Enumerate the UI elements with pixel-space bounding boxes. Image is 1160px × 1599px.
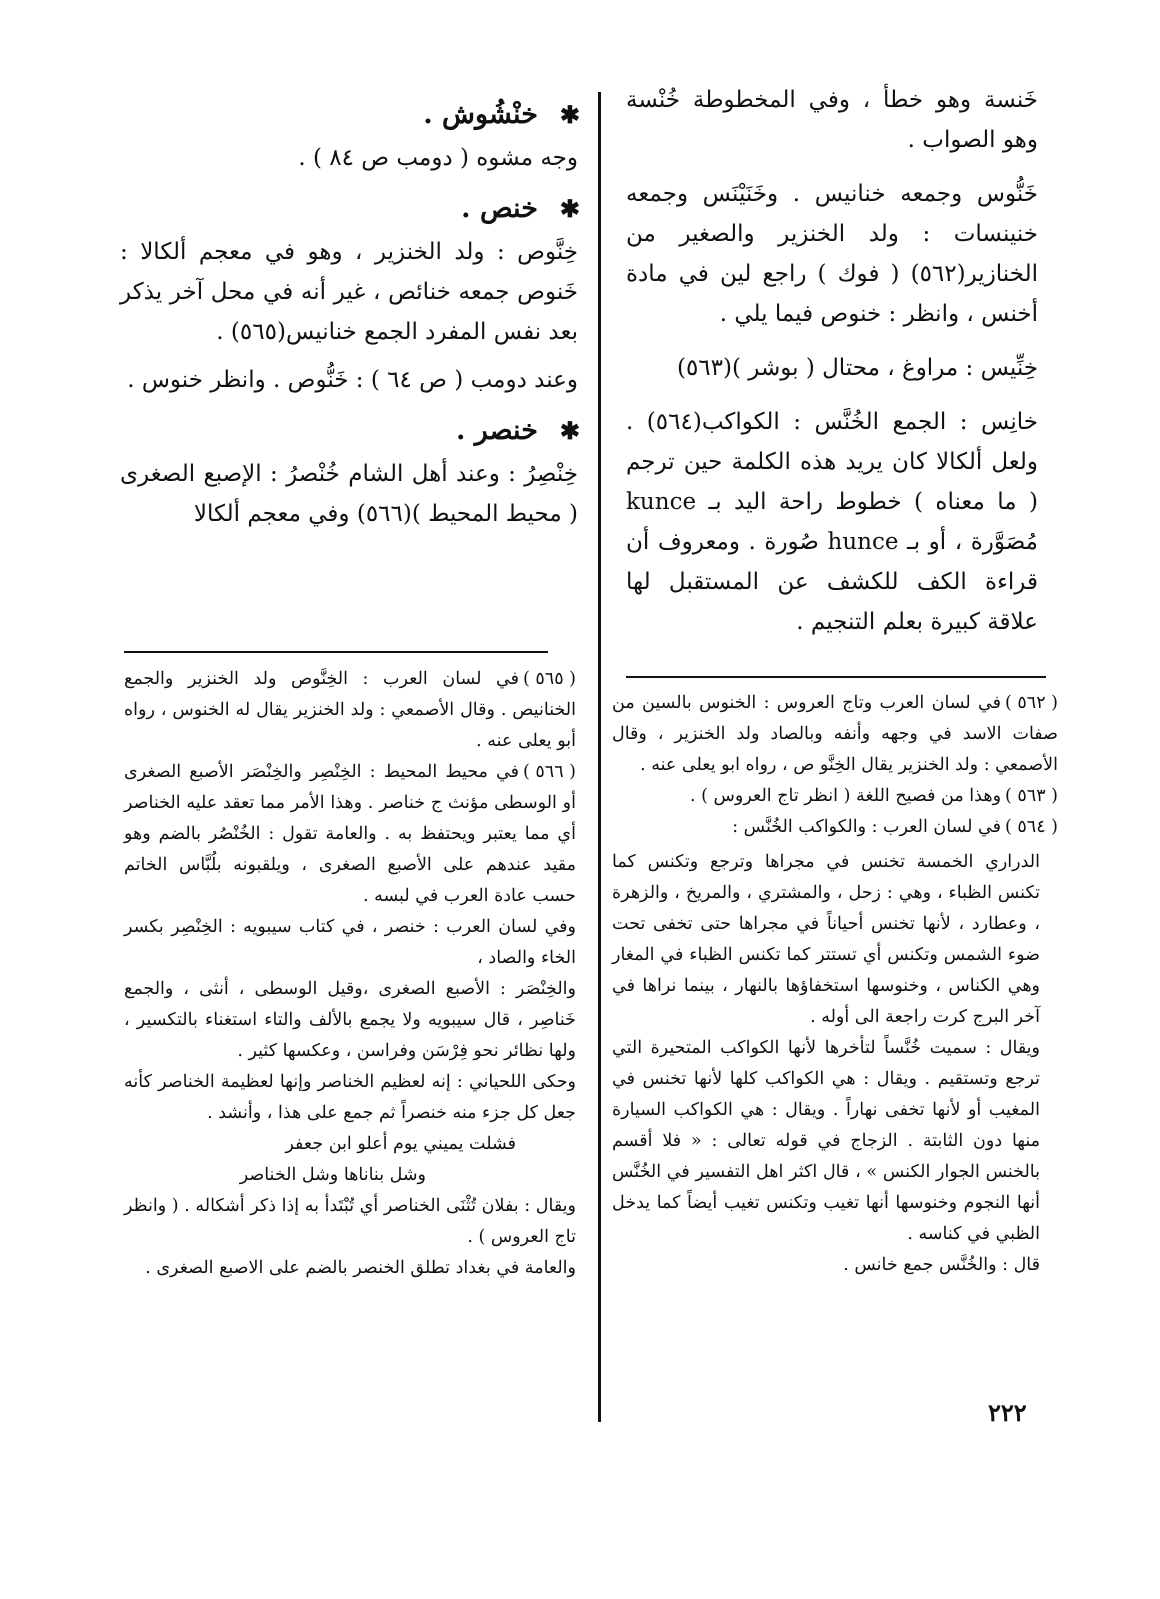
footnote-text: والخِنْصَر : الأصبع الصغرى ،وقيل الوسطى ، أنثى ، والجمع خَناصِر ، قال سيبويه ولا يجمع بالألف والتاء استغناء بالتكسير ، ولها نظائر نحو فِرْسَن وفراسن ، وعكسها كثير . [124,979,576,1061]
footnotes-right [612,688,1058,1281]
right-column-main [626,80,1038,656]
poem-line: فشلت يميني يوم أعلو ابن جعفر [285,1134,516,1154]
paragraph: خِنِّيس : مراوغ ، محتال ( بوشر )(٥٦٣) [676,355,1038,381]
footnote-number: ( ٥٦٤ ) [1005,817,1058,837]
footnote-number: ( ٥٦٢ ) [1005,693,1058,713]
page-number: ٢٢٢ [988,1398,1027,1427]
quoted-block [612,847,1058,1281]
column-divider [598,92,601,1422]
footnote-text: والعامة في بغداد تطلق الخنصر بالضم على الاصبع الصغرى . [145,1258,576,1278]
footnotes-left [124,664,576,1284]
paragraph: خانِس : الجمع الخُنَّس : الكواكب(٥٦٤) . ولعل ألكالا كان يريد هذه الكلمة حين ترجم ( ما معناه ) خطوط راحة اليد بـ kunce مُصَوَّرة ، أو بـ hunce صُورة . ومعروف أن قراءة الكف للكشف عن المستقبل لها علاقة كبيرة بعلم التنجيم . [626,409,1038,635]
paragraph: خِنَّوص : ولد الخنزير ، وهو في معجم ألكالا : خَنوص جمعه خنائص ، غير أنه في محل آخر يذكر بعد نفس المفرد الجمع خنانيس(٥٦٥) . [120,239,578,345]
footnote [612,688,1058,781]
quoted-paragraph: قال : والخُنَّس جمع خانس . [843,1255,1040,1275]
paragraph: وجه مشوه ( دومب ص ٨٤ ) . [298,145,578,171]
footnote-text: وحكى اللحياني : إنه لعظيم الخناصر وإنها لعظيمة الخناصر كأنه جعل كل جزء منه خنصراً ثم جمع على هذا ، وأنشد . [124,1072,576,1123]
quoted-paragraph: ويقال : سميت خُنَّساً لتأخرها لأنها الكواكب المتحيرة التي ترجع وتستقيم . ويقال : هي الكواكب كلها لأنها تخنس في المغيب أو لأنها تخفى نهاراً . ويقال : هي الكواكب السيارة منها دون الثابتة . الزجاج في قوله تعالى : « فلا أقسم بالخنس الجوار الكنس » ، قال اكثر اهل التفسير في الخُنَّس أنها النجوم وخنوسها أنها تغيب وتكنس تغيب أيضاً كما يدخل الظبي في كناسه . [612,1038,1040,1244]
footnote-divider-left [124,651,548,653]
asterisk-icon: ✱ [559,194,580,223]
paragraph: خَنُّوس وجمعه خنانيس . وخَنَيْنَس وجمعه خنينسات : ولد الخنزير والصغير من الخنازير(٥٦٢) ( فوك ) راجع لين في مادة أخنس ، وانظر : خنوص فيما يلي . [626,181,1038,327]
footnote-number: ( ٥٦٦ ) [523,762,576,782]
asterisk-icon: ✱ [559,416,580,445]
footnote-text: ويقال : بفلان تُثْنَى الخناصر أي تُبْتَدأ به إذا ذكر أشكاله . ( وانظر تاج العروس ) . [124,1196,576,1247]
footnote-text: في لسان العرب وتاج العروس : الخنوس بالسين من صفات الاسد في وجهه وأنفه وبالصاد ولد الخنزير ، وقال الأصمعي : ولد الخنزير يقال الخِنَّو ص ، رواه ابو يعلى عنه . [612,693,1058,775]
footnote-divider-right [626,676,1046,678]
footnote [124,757,576,912]
entry-heading: ✱خنْشُوش . [120,92,580,138]
footnote [612,781,1058,812]
footnote-text: في محيط المحيط : الخِنْصِر والخِنْصَر الأصبع الصغرى أو الوسطى مؤنث ج خناصر . وهذا الأمر مما تعقد عليه الخناصر أي مما يعتبر ويحتفظ به . والعامة تقول : الخُنْصُر بالضم وهو مقيد عندهم على الأصبع الصغرى ، ويلقبونه بلُبَّاس الخاتم حسب عادة العرب في لبسه . [124,762,576,906]
paragraph: خَنسة وهو خطأ ، وفي المخطوطة خُنْسة وهو الصواب . [626,87,1038,153]
footnote-number: ( ٥٦٣ ) [1005,786,1058,806]
left-column-main [120,92,580,542]
footnote-text: وفي لسان العرب : خنصر ، في كتاب سيبويه : الخِنْصِر بكسر الخاء والصاد ، [124,917,576,968]
quoted-paragraph: الدراري الخمسة تخنس في مجراها وترجع وتكنس كما تكنس الظباء ، وهي : زحل ، والمشتري ، والمريخ ، والزهرة ، وعطارد ، لأنها تخنس أحياناً في مجراها حتى تخفى تحت ضوء الشمس وتكنس أي تستتر كما تكنس الظباء في المغار وهي الكناس ، وخنوسها استخفاؤها بالنهار ، بينما نراها في آخر البرج كرت راجعة الى أوله . [612,852,1040,1027]
entry-heading: ✱خنص . [120,186,580,232]
footnote-text: وهذا من فصيح اللغة ( انظر تاج العروس ) . [690,786,1002,806]
paragraph: خِنْصِرُ : وعند أهل الشام خُنْصرُ : الإصبع الصغرى ( محيط المحيط )(٥٦٦) وفي معجم ألكالا [120,461,578,527]
footnote-text: في لسان العرب : والكواكب الخُنَّس : [732,817,1002,837]
paragraph: وعند دومب ( ص ٦٤ ) : خَنُّوص . وانظر خنوس . [127,367,578,393]
entry-heading: ✱خنصر . [120,408,580,454]
footnote-number: ( ٥٦٥ ) [523,669,576,689]
footnote [124,664,576,757]
poem-line: وشل بناناها وشل الخناصر [239,1165,426,1185]
footnote [612,812,1058,843]
footnote-text: في لسان العرب : الخِنَّوص ولد الخنزير والجمع الخنانيص . وقال الأصمعي : ولد الخنزير يقال له الخنوس ، رواه أبو يعلى عنه . [124,669,576,751]
asterisk-icon: ✱ [559,100,580,129]
